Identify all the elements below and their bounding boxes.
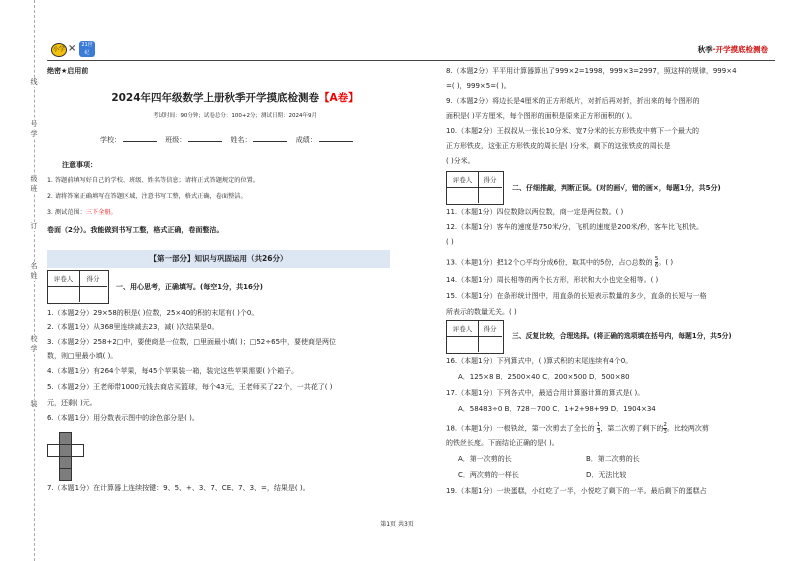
question-18-option-d: D．无法比较 bbox=[586, 471, 627, 479]
fraction-1-3: $\frac{1}{3}$ bbox=[596, 422, 601, 435]
score-box-reviewer: 评卷人 bbox=[48, 271, 80, 287]
fraction-5-6: $\frac{5}{6}$ bbox=[654, 256, 659, 269]
score-box-score: 得分 bbox=[478, 321, 502, 337]
question-10-cont: 正方形铁皮，这张正方形铁皮的周长是( )分米，剩下的这张铁皮的周长是 bbox=[446, 142, 671, 150]
question-11: 11.（本题1分）四位数除以两位数，商一定是两位数。( ) bbox=[446, 208, 624, 216]
field-score-label: 成绩： bbox=[295, 136, 317, 144]
exam-title-main: 2024年四年级数学上册秋季开学摸底检测卷 bbox=[111, 92, 320, 104]
field-name-label: 姓名： bbox=[230, 136, 252, 144]
binding-label: 号 bbox=[27, 120, 41, 129]
section1-title: 一、用心思考，正确填写。(每空1分，共16分) bbox=[116, 283, 264, 291]
question-17-options: A．58483÷0 B．728－700 C．1+2+98+99 D．1904×34 bbox=[458, 405, 656, 413]
question-2: 2.（本题1分）从368里连续减去23，减( )次结果是0。 bbox=[47, 323, 219, 331]
question-15: 15.（本题1分）在条形统计图中，用直条的长短表示数量的多少，直条的长短与一格 bbox=[446, 292, 707, 300]
question-5: 5.（本题2分）王老师带1000元钱去商店买篮球，每个43元，王老师买了22个，一共花了( ) bbox=[47, 383, 333, 391]
question-12-cont: ( ) bbox=[446, 238, 454, 246]
question-12: 12.（本题1分）客车的速度是750米/分，飞机的速度是200米/秒，客车比飞机快。 bbox=[446, 223, 704, 231]
logo-cross-mark: × bbox=[68, 43, 77, 54]
score-box bbox=[446, 171, 504, 205]
header-divider bbox=[47, 60, 775, 61]
binding-label: 订 bbox=[27, 222, 41, 231]
binding-label: 学 bbox=[27, 130, 41, 139]
score-box-reviewer-cell[interactable] bbox=[447, 336, 479, 352]
score-box-reviewer: 评卷人 bbox=[447, 172, 479, 188]
binding-label: 校 bbox=[27, 335, 41, 344]
question-4: 4.（本题1分）有264个苹果，每45个苹果装一箱，装完这些苹果需要( )个箱子。 bbox=[47, 367, 299, 375]
fraction-2-3: $\frac{2}{3}$ bbox=[663, 422, 667, 435]
note-item: 3. 测试范围：三下全册。 bbox=[47, 209, 117, 216]
question-1: 1.（本题2分）29×58的积是( )位数，25×40的积的末尾有( )个0。 bbox=[47, 309, 259, 317]
question-8: 8.（本题2分）平平用计算器算出了999×2=1998，999×3=2997，照这样的规律，999×4 bbox=[446, 67, 737, 75]
question-19: 19.（本题1分）一块蛋糕，小红吃了一半，小悦吃了剩下的一半。最后剩下的蛋糕占 bbox=[446, 487, 707, 495]
header-series-title bbox=[698, 45, 768, 54]
publisher-logo-left: 小学 bbox=[51, 43, 67, 57]
secret-mark: 绝密★启用前 bbox=[47, 67, 89, 75]
question-15-cont: 所表示的数量无关。( ) bbox=[446, 308, 517, 316]
note-item: 1. 答题前填写好自己的学校、班级、姓名等信息；请将正式答题规定的位置。 bbox=[47, 177, 260, 184]
question-7: 7.（本题1分）在计算器上连续按键：9、5、+、3、7、CE、7、3、=，结果是( )。 bbox=[47, 484, 310, 492]
score-box-reviewer: 评卷人 bbox=[447, 321, 479, 337]
binding-label: 线 bbox=[27, 78, 41, 87]
question-13: 13.（本题1分）把12个○平均分成6份，取其中的5份，占○总数的 $\frac{5}{6}$ 。( ) bbox=[446, 256, 674, 269]
note-range: 三下全册。 bbox=[85, 209, 117, 216]
neatness-line: 卷面（2分）。我能做到书写工整，格式正确，卷面整洁。 bbox=[47, 226, 224, 234]
question-18: 18.（本题1分）一根铁丝，第一次剪去了全长的 $\frac{1}{3}$ ，第二次剪了剩下的 $\frac{2}{3}$ 。比较两次剪 bbox=[446, 422, 709, 435]
field-score-input[interactable] bbox=[319, 141, 353, 142]
question-18-cont: 的铁丝长度。下面结论正确的是( )。 bbox=[446, 439, 559, 447]
question-3-cont: 数，则□里最小填( )。 bbox=[47, 352, 118, 360]
question-14: 14.（本题1分）周长相等的两个长方形，形状和大小也完全相等。( ) bbox=[446, 276, 659, 284]
question-6: 6.（本题1分）用分数表示图中的涂色部分是( )。 bbox=[47, 414, 199, 422]
cross-cell bbox=[71, 444, 84, 457]
exam-title-tag: 【A卷】 bbox=[319, 92, 359, 104]
header-series: ·开学摸底检测卷 bbox=[712, 45, 768, 54]
score-box bbox=[446, 320, 504, 354]
field-school-label: 学校： bbox=[100, 136, 121, 144]
question-10-cont2: ( )分米。 bbox=[446, 157, 475, 165]
question-16-options: A．125×8 B．2500×40 C．200×500 D．500×80 bbox=[458, 373, 630, 381]
binding-label: 名 bbox=[27, 262, 41, 271]
score-box-reviewer-cell[interactable] bbox=[48, 286, 80, 302]
score-box-score: 得分 bbox=[79, 271, 107, 287]
question-16: 16.（本题1分）下列算式中，( )算式积的末尾连续有4个0。 bbox=[446, 357, 633, 365]
field-class-input[interactable] bbox=[188, 141, 222, 142]
question-9: 9.（本题2分）将边长是4厘米的正方形纸片，对折后再对折，折出来的每个图形的 bbox=[446, 97, 700, 105]
cross-cell-shaded bbox=[59, 468, 72, 481]
question-18-option-c: C．两次剪的一样长 bbox=[458, 471, 519, 479]
question-17: 17.（本题1分）下列各式中，最适合用计算器计算的算式是( )。 bbox=[446, 389, 645, 397]
publisher-logo-right: 21世纪 bbox=[79, 41, 95, 57]
notes-heading: 注意事项： bbox=[62, 161, 97, 169]
note-item: 2. 请将答案正确填写在答题区域，注意书写工整，格式正确，卷面整洁。 bbox=[47, 193, 247, 200]
binding-label: 班 bbox=[27, 185, 41, 194]
binding-label: 级 bbox=[27, 175, 41, 184]
question-3: 3.（本题2分）258+2□中，要使商是一位数，□里面最小填( )；□52÷65中，要使商是两位 bbox=[47, 338, 337, 346]
field-class-label: 班级： bbox=[165, 136, 187, 144]
page-footer: 第1页 共3页 bbox=[380, 521, 414, 528]
binding-label: 装 bbox=[27, 400, 41, 409]
exam-title bbox=[40, 92, 430, 105]
score-box-score: 得分 bbox=[478, 172, 502, 188]
question-8-cont: =( )，999×5=( )。 bbox=[446, 82, 511, 90]
question-10: 10.（本题2分）王叔叔从一张长10分米、宽7分米的长方形铁皮中剪下一个最大的 bbox=[446, 127, 699, 135]
section2-title: 二、仔细推敲，判断正误。(对的画√，错的画×，每题1分，共5分) bbox=[512, 184, 721, 192]
score-box bbox=[47, 270, 109, 304]
binding-strip bbox=[24, 0, 46, 561]
field-school-input[interactable] bbox=[123, 141, 157, 142]
question-18-option-a: A．第一次剪的长 bbox=[458, 455, 512, 463]
student-info-fields bbox=[100, 136, 359, 145]
score-box-reviewer-cell[interactable] bbox=[447, 187, 479, 203]
header-season: 秋季 bbox=[697, 45, 713, 54]
question-9-cont: 面积是( )平方厘米，每个图形的面积是原来正方形面积的( )。 bbox=[446, 112, 637, 120]
question-5-cont: 元，还剩( )元。 bbox=[47, 399, 97, 407]
part1-band: 【第一部分】知识与巩固运用（共26分） bbox=[47, 250, 390, 268]
binding-label: 姓 bbox=[27, 272, 41, 281]
binding-label: 学 bbox=[27, 345, 41, 354]
field-name-input[interactable] bbox=[253, 141, 287, 142]
exam-meta: 考试时间：90分钟；试卷总分：100+2分；测试日期：2024年9月 bbox=[152, 113, 318, 119]
section3-title: 三、反复比较，合理选择。(将正确的选项填在括号内，每题1分，共5分) bbox=[512, 332, 732, 340]
question-18-option-b: B．第二次剪的长 bbox=[586, 455, 640, 463]
